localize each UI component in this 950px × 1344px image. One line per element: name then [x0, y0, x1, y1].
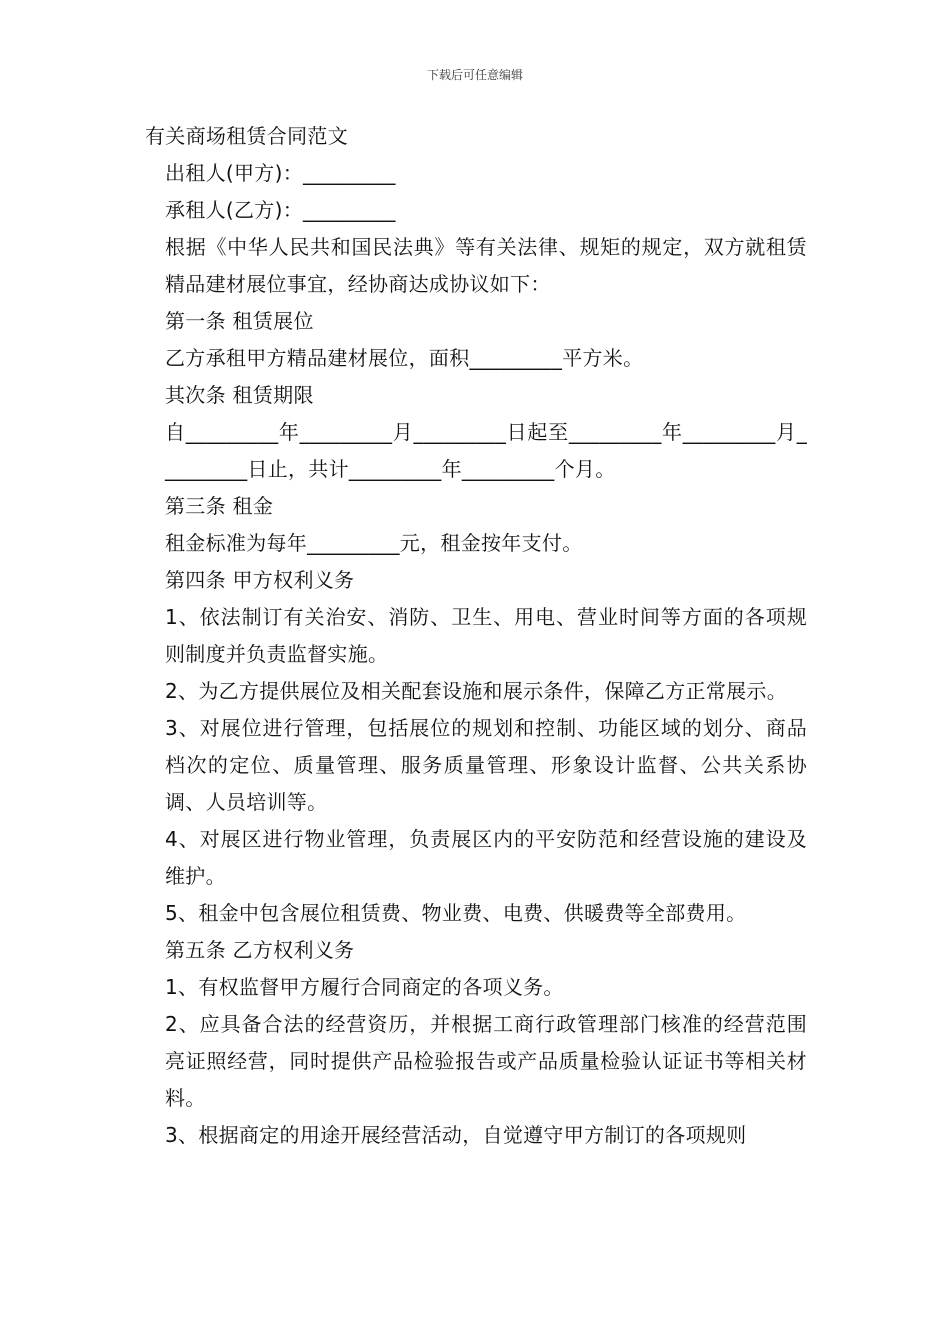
article-4-item-2: 2、为乙方提供展位及相关配套设施和展示条件，保障乙方正常展示。: [165, 679, 788, 703]
paragraph-lessor: 出租人(甲方)：_________: [165, 161, 396, 185]
paragraph-preamble: 根据《中华人民共和国民法典》等有关法律、规矩的规定，双方就租赁精品建材展位事宜，经协商达成协议如下：: [165, 235, 807, 296]
article-5-item-3: 3、根据商定的用途开展经营活动，自觉遵守甲方制订的各项规则: [165, 1123, 747, 1147]
article-3-heading: 第三条 租金: [165, 494, 274, 518]
article-4-item-1: 1、依法制订有关治安、消防、卫生、用电、营业时间等方面的各项规则制度并负责监督实施。: [165, 605, 807, 666]
article-4-item-3: 3、对展位进行管理，包括展位的规划和控制、功能区域的划分、商品档次的定位、质量管理、服务质量管理、形象设计监督、公共关系协调、人员培训等。: [165, 716, 807, 814]
article-5-heading: 第五条 乙方权利义务: [165, 938, 355, 962]
page-header-note: 下载后可任意编辑: [426, 68, 523, 82]
document-title: 有关商场租赁合同范文: [145, 124, 348, 148]
article-2-text: 自_________年_________月_________日起至_________年_________月_________日止，共计_________年_________个月。: [165, 420, 807, 481]
article-1-heading: 第一条 租赁展位: [165, 309, 314, 333]
document-body: [145, 118, 807, 1154]
article-2-heading: 其次条 租赁期限: [165, 383, 314, 407]
article-3-text: 租金标准为每年_________元，租金按年支付。: [165, 531, 583, 555]
article-5-item-1: 1、有权监督甲方履行合同商定的各项义务。: [165, 975, 564, 999]
article-4-item-4: 4、对展区进行物业管理，负责展区内的平安防范和经营设施的建设及维护。: [165, 827, 807, 888]
article-4-heading: 第四条 甲方权利义务: [165, 568, 355, 592]
article-1-text: 乙方承租甲方精品建材展位，面积_________平方米。: [165, 346, 644, 370]
article-4-item-5: 5、租金中包含展位租赁费、物业费、电费、供暖费等全部费用。: [165, 901, 747, 925]
paragraph-lessee: 承租人(乙方)：_________: [165, 198, 396, 222]
article-5-item-2: 2、应具备合法的经营资历，并根据工商行政管理部门核准的经营范围亮证照经营，同时提供产品检验报告或产品质量检验认证证书等相关材料。: [165, 1012, 807, 1110]
